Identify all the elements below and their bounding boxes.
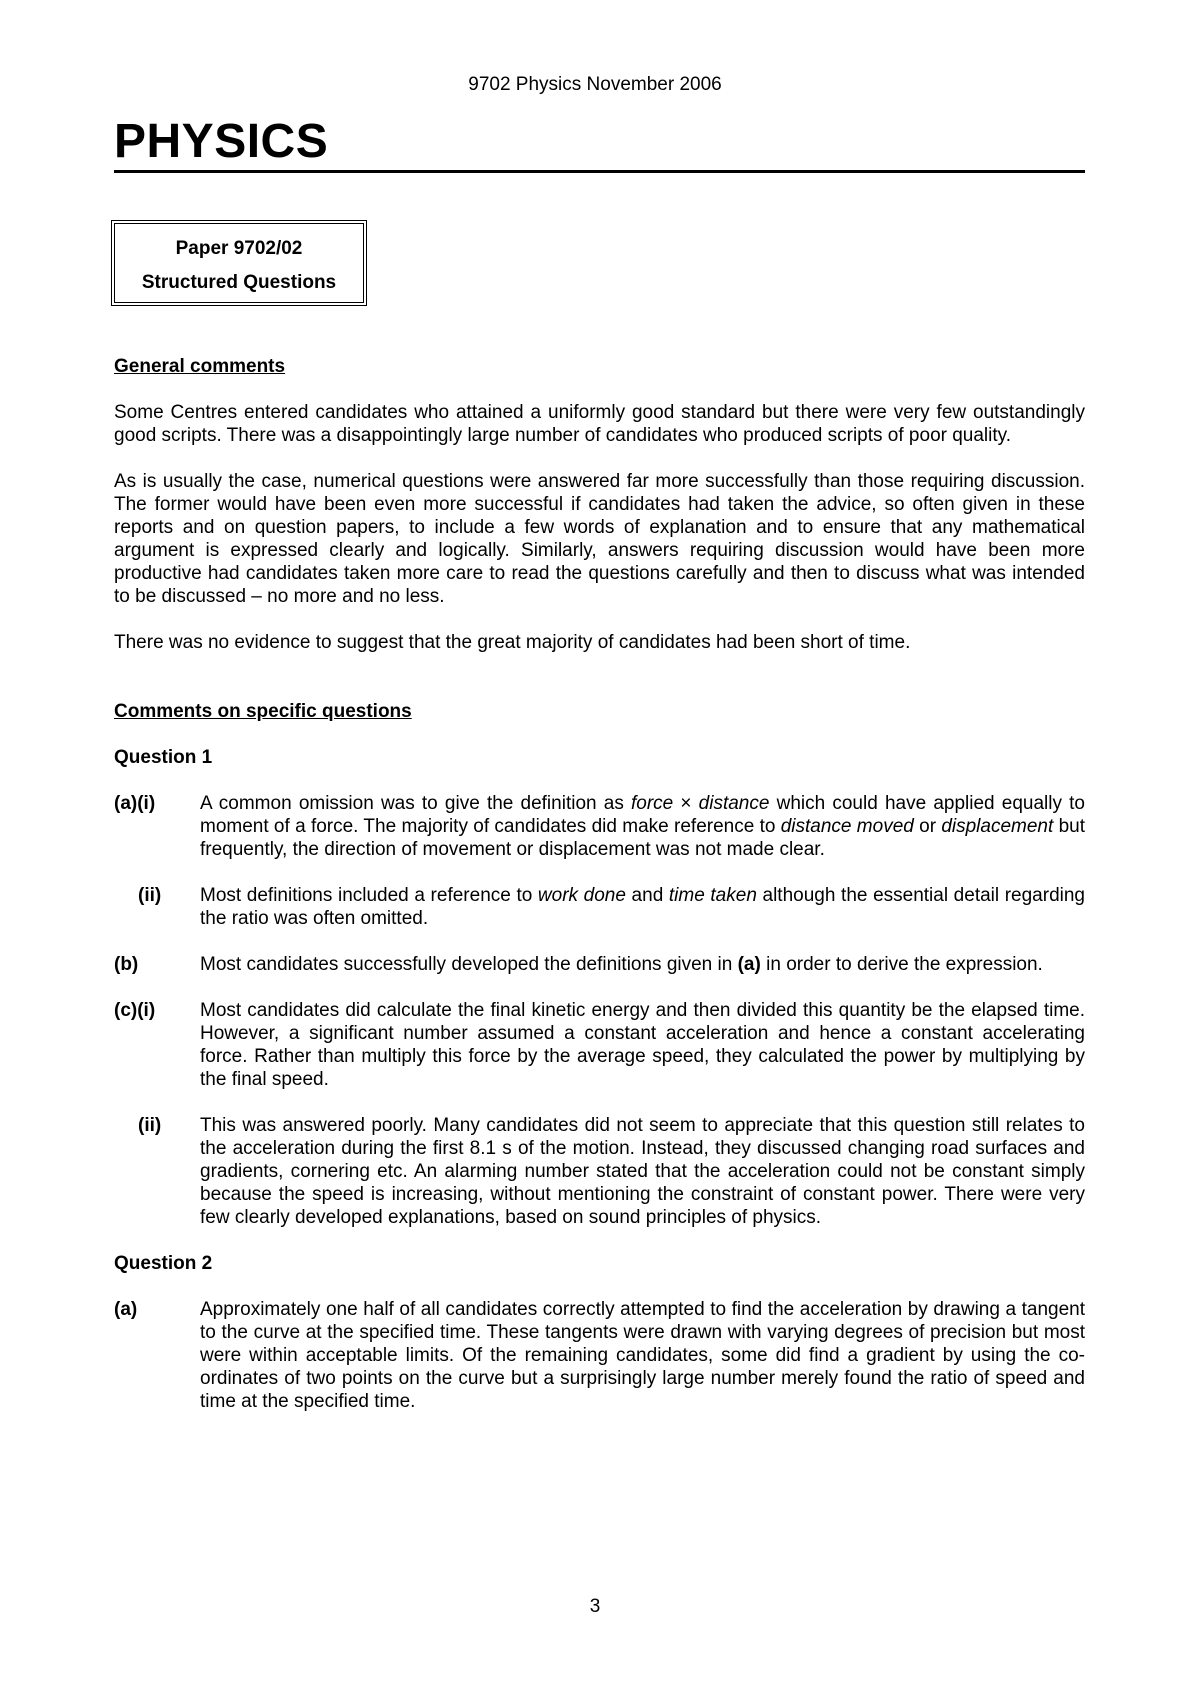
- subject-title: PHYSICS: [114, 115, 329, 168]
- q1-b-text: Most candidates successfully developed the definitions given in (a) in order to derive the expression.: [200, 954, 1043, 975]
- q1-a-i-item: [114, 792, 1085, 861]
- q2-a-text: Approximately one half of all candidates correctly attempted to find the acceleration by drawing a tangent to the curve at the specified time. These tangents were drawn with varying degrees of precision but most were within acceptable limits. Of the remaining candidates, some did find a gradient by using the co-ordinates of two points on the curve but a surprisingly large number merely found the ratio of speed and time at the specified time.: [200, 1299, 1085, 1412]
- q1-c-ii-label: (ii): [138, 1115, 162, 1136]
- q1-a-ii-label: (ii): [138, 885, 162, 906]
- general-paragraph-2: As is usually the case, numerical questions were answered far more successfully than those requiring discussion. The former would have been even more successful if candidates had taken the advice, so often given in these reports and on question papers, to include a few words of explanation and to ensure that any mathematical argument is expressed clearly and logically. Similarly, answers requiring discussion would have been more productive had candidates taken more care to read the questions carefully and then to discuss what was intended to be discussed – no more and no less.: [114, 471, 1085, 607]
- q1-a-i-text: A common omission was to give the definition as force × distance which could have applied equally to moment of a force. The majority of candidates did make reference to distance moved or displacement but frequently, the direction of movement or displacement was not made clear.: [200, 793, 1085, 860]
- q1-a-i-label: (a)(i): [114, 793, 156, 814]
- q2-a-item: [114, 1298, 1085, 1413]
- title-divider: [114, 170, 1085, 173]
- running-header: 9702 Physics November 2006: [468, 74, 722, 95]
- question-1-heading: Question 1: [114, 747, 213, 768]
- q1-c-i-text: Most candidates did calculate the final kinetic energy and then divided this quantity be the elapsed time. However, a significant number assumed a constant acceleration and hence a constant accelerating force. Rather than multiply this force by the average speed, they calculated the power by multiplying by the final speed.: [200, 1000, 1085, 1090]
- q1-b-item: [114, 953, 1085, 976]
- general-paragraph-3: There was no evidence to suggest that the great majority of candidates had been short of time.: [114, 632, 911, 653]
- general-paragraph-1: Some Centres entered candidates who attained a uniformly good standard but there were very few outstandingly good scripts. There was a disappointingly large number of candidates who produced scripts of poor quality.: [114, 402, 1085, 446]
- q1-b-label: (b): [114, 954, 139, 975]
- general-comments-heading: General comments: [114, 356, 286, 377]
- q2-a-label: (a): [114, 1299, 138, 1320]
- q1-c-i-label: (c)(i): [114, 1000, 156, 1021]
- question-2-heading: Question 2: [114, 1253, 213, 1274]
- paper-info-box: [111, 220, 367, 306]
- q1-a-ii-text: Most definitions included a reference to work done and time taken although the essential detail regarding the ratio was often omitted.: [200, 885, 1085, 929]
- q1-a-ii-item: [114, 884, 1085, 930]
- paper-name: Structured Questions: [141, 272, 337, 293]
- paper-code: Paper 9702/02: [175, 238, 303, 259]
- page-number: 3: [589, 1596, 601, 1617]
- q1-c-i-item: [114, 999, 1085, 1091]
- report-body: [114, 355, 1085, 1413]
- specific-comments-heading: Comments on specific questions: [114, 701, 412, 722]
- q1-c-ii-text: This was answered poorly. Many candidates did not seem to appreciate that this question still relates to the acceleration during the first 8.1 s of the motion. Instead, they discussed changing road surfaces and gradients, cornering etc. An alarming number stated that the acceleration could not be constant simply because the speed is increasing, without mentioning the constraint of constant power. There were very few clearly developed explanations, based on sound principles of physics.: [200, 1115, 1085, 1228]
- q1-c-ii-item: [114, 1114, 1085, 1229]
